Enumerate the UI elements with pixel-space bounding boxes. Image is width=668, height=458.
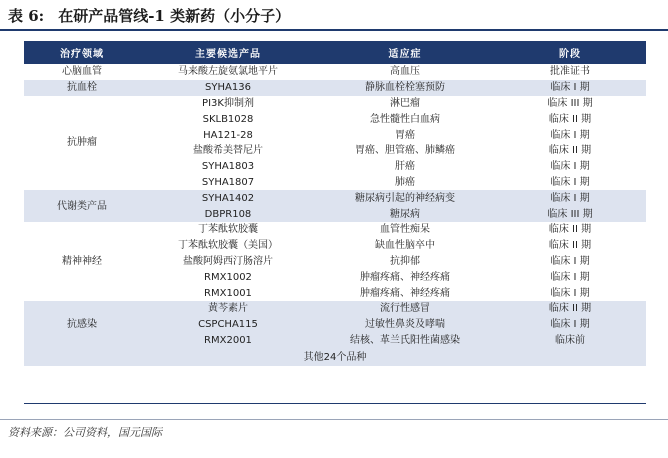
source-note: 资料来源：公司资料，国元国际 xyxy=(8,426,162,439)
stage-cell: 临床 I 期 xyxy=(550,161,590,173)
stage-cell: 临床 I 期 xyxy=(494,80,646,96)
stage-cell: 临床 I 期 xyxy=(550,176,590,188)
stage-cell: 临床 I 期 xyxy=(550,271,590,283)
indication-cell: 血管性痴呆 xyxy=(380,224,430,236)
header-row xyxy=(24,41,646,64)
table-title-text: 在研产品管线-1 类新药（小分子） xyxy=(58,7,291,25)
therapy-area-cell: 代谢类产品 xyxy=(24,190,140,222)
stage-cell: 临床 II 期 xyxy=(548,113,592,125)
indication-cell: 高血压 xyxy=(390,66,420,78)
stage-cell: 批准证书 xyxy=(550,66,590,78)
stage-cell: 临床 I 期 xyxy=(550,129,590,141)
product-cell: SYHA136 xyxy=(140,80,316,96)
indication-cell: 过敏性鼻炎及哮喘 xyxy=(316,317,494,333)
therapy-area-cell: 抗血栓 xyxy=(24,80,140,96)
header-indication: 适应症 xyxy=(316,41,494,64)
indication-cell: 急性髓性白血病 xyxy=(370,113,440,125)
product-cell: RMX1002 xyxy=(204,271,252,283)
product-cell: SYHA1803 xyxy=(201,161,255,173)
indication-cell: 结核、革兰氏阳性菌感染 xyxy=(316,333,494,349)
footnote-rule xyxy=(0,419,668,420)
therapy-area-cell: 心脑血管 xyxy=(62,66,102,78)
product-cell: RMX1001 xyxy=(204,287,252,299)
table-row xyxy=(24,301,646,317)
stage-cell: 临床前 xyxy=(494,333,646,349)
indication-cell: 淋巴瘤 xyxy=(390,97,420,109)
product-cell: 马来酸左旋氨氯地平片 xyxy=(178,66,278,78)
therapy-area-cell: 抗感染 xyxy=(24,301,140,348)
indication-cell: 糖尿病 xyxy=(316,206,494,222)
indication-cell: 胃癌 xyxy=(395,129,415,141)
product-cell: SKLB1028 xyxy=(202,113,254,125)
table-row xyxy=(24,96,646,112)
stage-cell: 临床 I 期 xyxy=(550,255,590,267)
product-cell: CSPCHA115 xyxy=(140,317,316,333)
indication-cell: 胃癌、胆管癌、肺鳞癌 xyxy=(355,145,455,157)
indication-cell: 肝癌 xyxy=(395,161,415,173)
indication-cell: 缺血性脑卒中 xyxy=(375,240,435,252)
table-title xyxy=(8,5,290,26)
indication-cell: 静脉血栓栓塞预防 xyxy=(316,80,494,96)
stage-cell: 临床 I 期 xyxy=(494,190,646,206)
stage-cell: 临床 II 期 xyxy=(494,301,646,317)
indication-cell: 糖尿病引起的神经病变 xyxy=(316,190,494,206)
stage-cell: 临床 II 期 xyxy=(548,240,592,252)
other-products-row xyxy=(24,348,646,366)
table-bottom-rule xyxy=(24,403,646,404)
product-cell: HA121-28 xyxy=(203,129,253,141)
product-cell: 丁苯酞软胶囊（美国） xyxy=(178,240,278,252)
table-row xyxy=(24,190,646,206)
header-product: 主要候选产品 xyxy=(140,41,316,64)
indication-cell: 抗抑郁 xyxy=(390,255,420,267)
header-stage: 阶段 xyxy=(494,41,646,64)
stage-cell: 临床 II 期 xyxy=(548,224,592,236)
table-number: 表 6: xyxy=(8,7,45,25)
product-cell: SYHA1807 xyxy=(201,176,255,188)
product-cell: PI3K抑制剂 xyxy=(202,97,254,109)
product-cell: RMX2001 xyxy=(140,333,316,349)
indication-cell: 流行性感冒 xyxy=(316,301,494,317)
product-cell: DBPR108 xyxy=(140,206,316,222)
product-cell: SYHA1402 xyxy=(140,190,316,206)
pipeline-table xyxy=(24,41,646,366)
product-cell: 盐酸阿姆西汀肠溶片 xyxy=(183,255,273,267)
stage-cell: 临床 III 期 xyxy=(547,97,593,109)
indication-cell: 肿瘤疼痛、神经疼痛 xyxy=(360,271,450,283)
table-row xyxy=(24,222,646,238)
indication-cell: 肿瘤疼痛、神经疼痛 xyxy=(360,287,450,299)
therapy-area-cell: 抗肿瘤 xyxy=(67,137,97,149)
title-rule xyxy=(0,29,668,31)
stage-cell: 临床 I 期 xyxy=(494,317,646,333)
product-cell: 黄芩素片 xyxy=(140,301,316,317)
stage-cell: 临床 III 期 xyxy=(494,206,646,222)
stage-cell: 临床 I 期 xyxy=(550,287,590,299)
product-cell: 丁苯酞软胶囊 xyxy=(198,224,258,236)
therapy-area-cell: 精神神经 xyxy=(62,255,102,267)
stage-cell: 临床 II 期 xyxy=(548,145,592,157)
table-body xyxy=(24,64,646,366)
other-products-cell: 其他24个品种 xyxy=(24,348,646,366)
table-row xyxy=(24,80,646,96)
header-area: 治疗领域 xyxy=(24,41,140,64)
table-row xyxy=(24,64,646,80)
indication-cell: 肺癌 xyxy=(395,176,415,188)
product-cell: 盐酸希美替尼片 xyxy=(193,145,263,157)
